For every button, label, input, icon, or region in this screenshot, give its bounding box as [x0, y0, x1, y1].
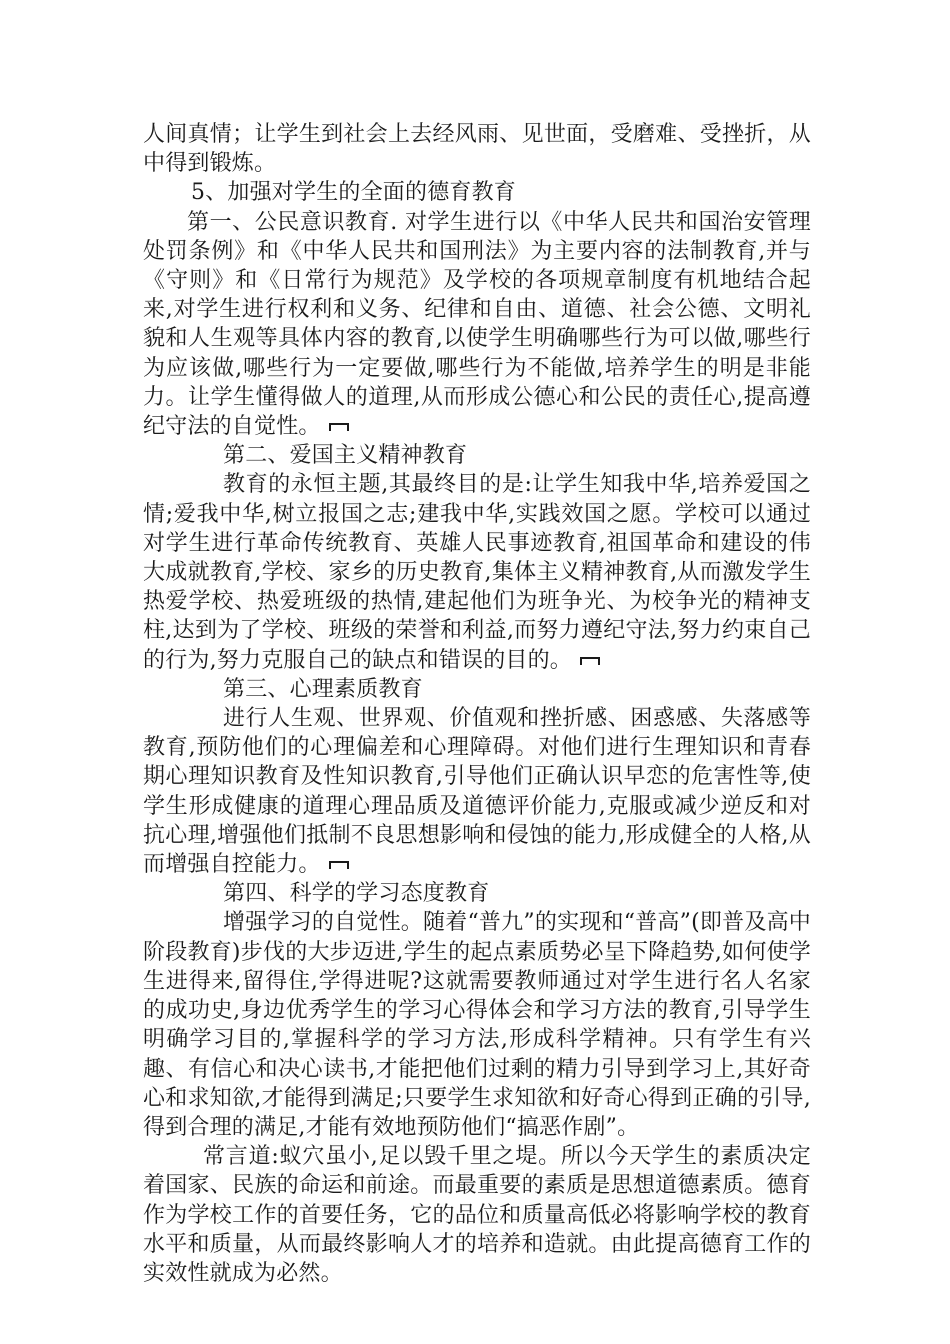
- paragraph-conclusion: 常言道:蚁穴虽小,足以毁千里之堤。所以今天学生的素质决定着国家、民族的命运和前途。而最重要的素质是思想道德素质。德育作为学校工作的首要任务，它的品位和质量高低必将影响学校的教育水平和质量，从而最终影响人才的培养和造就。由此提高德育工作的实效性就成为必然。: [143, 1144, 811, 1286]
- paragraph-intro-end: 人间真情；让学生到社会上去经风雨、见世面，受磨难、受挫折，从中得到锻炼。: [143, 122, 811, 177]
- paragraph-learning-attitude: 增强学习的自觉性。随着“普九”的实现和“普高”(即普及高中阶段教育)步伐的大步迈进,学生的起点素质势必呈下降趋势,如何使学生进得来,留得住,学得进呢?这就需要教师通过对学生进行名人名家的成功史,身边优秀学生的学习心得体会和学习方法的教育,引导学生明确学习目的,掌握科学的学习方法,形成科学精神。只有学生有兴趣、有信心和决心读书,才能把他们过剩的精力引导到学习上,其好奇心和求知欲,才能得到满足;只要学生求知欲和好奇心得到正确的引导,得到合理的满足,才能有效地预防他们“搞恶作剧”。: [143, 910, 811, 1140]
- section-heading-5: 5、加强对学生的全面的德育教育: [191, 180, 516, 206]
- document-body: [143, 120, 811, 1288]
- heading-psychology: 第三、心理素质教育: [223, 676, 423, 702]
- paragraph-civic-education: [143, 208, 811, 442]
- heading-learning-attitude: 第四、科学的学习态度教育: [223, 881, 490, 907]
- heading-patriotism: 第二、爱国主义精神教育: [223, 443, 468, 469]
- paragraph-end-mark-icon: [580, 655, 600, 667]
- paragraph-end-mark-icon: [329, 859, 349, 871]
- paragraph-psychology-text: 进行人生观、世界观、价值观和挫折感、困惑感、失落感等教育,预防他们的心理偏差和心理障碍。对他们进行生理知识和青春期心理知识教育及性知识教育,引导他们正确认识早恋的危害性等,使学生形成健康的道理心理品质及道德评价能力,克服或减少逆反和对抗心理,增强他们抵制不良思想影响和侵蚀的能力,形成健全的人格,从而增强自控能力。: [143, 706, 811, 878]
- paragraph-psychology: [143, 704, 811, 879]
- paragraph-civic-education-text: 第一、公民意识教育. 对学生进行以《中华人民共和国治安管理处罚条例》和《中华人民共和国刑法》为主要内容的法制教育,并与《守则》和《日常行为规范》及学校的各项规章制度有机地结合起来,对学生进行权利和义务、纪律和自由、道德、社会公德、文明礼貌和人生观等具体内容的教育,以使学生明确哪些行为可以做,哪些行为应该做,哪些行为一定要做,哪些行为不能做,培养学生的明是非能力。让学生懂得做人的道理,从而形成公德心和公民的责任心,提高遵纪守法的自觉性。: [143, 209, 811, 440]
- paragraph-patriotism: [143, 470, 811, 674]
- paragraph-patriotism-text: 教育的永恒主题,其最终目的是:让学生知我中华,培养爱国之情;爱我中华,树立报国之志;建我中华,实践效国之愿。学校可以通过对学生进行革命传统教育、英雄人民事迹教育,祖国革命和建设的伟大成就教育,学校、家乡的历史教育,集体主义精神教育,从而激发学生热爱学校、热爱班级的热情,建起他们为班争光、为校争光的精神支柱,达到为了学校、班级的荣誉和利益,而努力遵纪守法,努力约束自己的行为,努力克服自己的缺点和错误的目的。: [143, 472, 811, 673]
- paragraph-end-mark-icon: [329, 421, 349, 433]
